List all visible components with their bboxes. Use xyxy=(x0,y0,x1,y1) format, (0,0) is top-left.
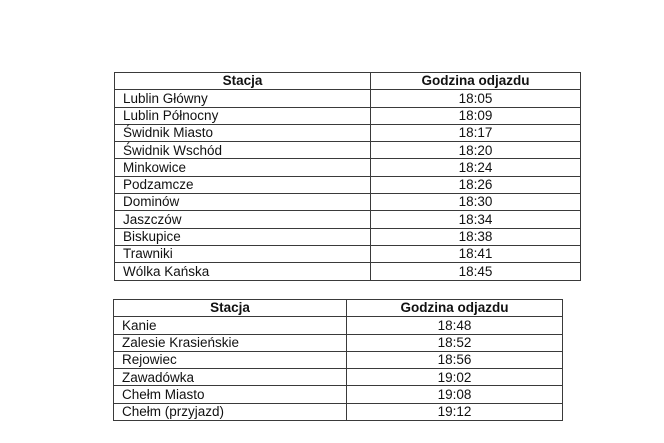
column-header-departure-time: Godzina odjazdu xyxy=(347,300,563,317)
departure-time-cell: 19:12 xyxy=(347,403,563,420)
station-name-cell: Dominów xyxy=(115,194,371,211)
station-name-cell: Kanie xyxy=(114,317,347,334)
table-row xyxy=(115,90,581,107)
station-name-cell: Lublin Główny xyxy=(115,90,371,107)
table-row xyxy=(115,228,581,245)
station-name-cell: Minkowice xyxy=(115,159,371,176)
departure-time-cell: 18:05 xyxy=(371,90,581,107)
departure-time-cell: 18:38 xyxy=(371,228,581,245)
table-row xyxy=(115,176,581,193)
departure-time-cell: 18:09 xyxy=(371,107,581,124)
table-row xyxy=(114,334,563,351)
station-name-cell: Świdnik Wschód xyxy=(115,142,371,159)
departure-time-cell: 18:17 xyxy=(371,124,581,141)
table-row xyxy=(115,159,581,176)
station-name-cell: Podzamcze xyxy=(115,176,371,193)
departure-time-cell: 18:26 xyxy=(371,176,581,193)
column-header-station: Stacja xyxy=(114,300,347,317)
table-row xyxy=(114,386,563,403)
table-row xyxy=(115,194,581,211)
station-name-cell: Świdnik Miasto xyxy=(115,124,371,141)
table-row xyxy=(114,369,563,386)
departure-time-cell: 18:34 xyxy=(371,211,581,228)
table-row xyxy=(115,263,581,280)
table-row xyxy=(115,245,581,262)
timetable-table-2 xyxy=(113,299,563,421)
departure-time-cell: 18:24 xyxy=(371,159,581,176)
table-row xyxy=(114,317,563,334)
departure-time-cell: 18:41 xyxy=(371,245,581,262)
station-name-cell: Wólka Kańska xyxy=(115,263,371,280)
departure-time-cell: 19:08 xyxy=(347,386,563,403)
table-row xyxy=(115,142,581,159)
station-name-cell: Chełm Miasto xyxy=(114,386,347,403)
station-name-cell: Zawadówka xyxy=(114,369,347,386)
table-row xyxy=(115,211,581,228)
station-name-cell: Chełm (przyjazd) xyxy=(114,403,347,420)
departure-time-cell: 18:20 xyxy=(371,142,581,159)
table-row xyxy=(114,351,563,368)
station-name-cell: Jaszczów xyxy=(115,211,371,228)
station-name-cell: Trawniki xyxy=(115,245,371,262)
departure-time-cell: 18:48 xyxy=(347,317,563,334)
station-name-cell: Zalesie Krasieńskie xyxy=(114,334,347,351)
station-name-cell: Lublin Północny xyxy=(115,107,371,124)
timetable-table-1 xyxy=(114,72,581,281)
table-header-row xyxy=(114,300,563,317)
column-header-departure-time: Godzina odjazdu xyxy=(371,73,581,90)
departure-time-cell: 19:02 xyxy=(347,369,563,386)
departure-time-cell: 18:30 xyxy=(371,194,581,211)
departure-time-cell: 18:56 xyxy=(347,351,563,368)
station-name-cell: Biskupice xyxy=(115,228,371,245)
table-row xyxy=(115,107,581,124)
station-name-cell: Rejowiec xyxy=(114,351,347,368)
table-row xyxy=(114,403,563,420)
table-header-row xyxy=(115,73,581,90)
departure-time-cell: 18:45 xyxy=(371,263,581,280)
departure-time-cell: 18:52 xyxy=(347,334,563,351)
column-header-station: Stacja xyxy=(115,73,371,90)
table-row xyxy=(115,124,581,141)
